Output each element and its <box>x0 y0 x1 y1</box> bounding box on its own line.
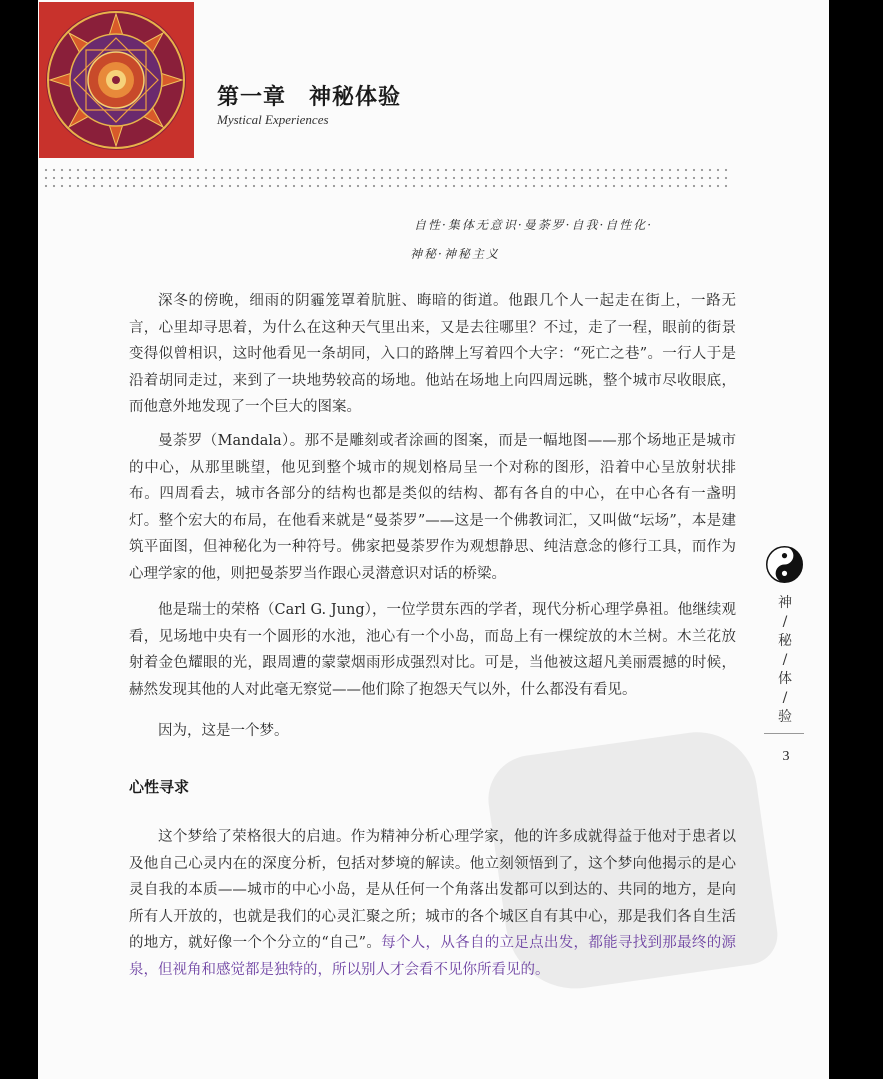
page-number: 3 <box>782 749 790 764</box>
chapter-title: 第一章 神秘体验 <box>217 85 402 110</box>
sidebar-divider <box>764 733 804 734</box>
paragraph-2: 曼荼罗（Mandala）。那不是雕刻或者涂画的图案，而是一幅地图——那个场地正是城市的中心，从那里眺望，他见到整个城市的规划格局呈一个对称的图形，沿着中心呈放射状排布。四周看去，城市各部分的结构也都是类似的结构、都有各自的中心，在中心各有一盏明灯。整个宏大的布局，在他看来就是“曼荼罗”——这是一个佛教词汇，又叫做“坛场”，本是建筑平面图，但神秘化为一种符号。佛家把曼荼罗作为观想静思、纯洁意念的修行工具，而作为心理学家的他，则把曼荼罗当作跟心灵潜意识对话的桥梁。 <box>129 433 736 582</box>
paragraph-5-main: 这个梦给了荣格很大的启迪。作为精神分析心理学家，他的许多成就得益于他对于患者以及他自己心灵内在的深度分析，包括对梦境的解读。他立刻领悟到了，这个梦向他揭示的是心灵自我的本质——城市的中心小岛，是从任何一个角落出发都可以到达的、共同的地方，是向所有人开放的，也就是我们的心灵汇聚之所；城市的各个城区自有其中心，那是我们各自生活的地方，就好像一个个分立的“自己”。 <box>129 829 736 951</box>
paragraph-1: 深冬的傍晚，细雨的阴霾笼罩着肮脏、晦暗的街道。他跟几个人一起走在街上，一路无言，心里却寻思着，为什么在这种天气里出来，又是去往哪里？不过，走了一程，眼前的街景变得似曾相识，这时他看见一条胡同，入口的路牌上写着四个大字：“死亡之巷”。一行人于是沿着胡同走过，来到了一块地势较高的场地。他站在场地上向四周远眺，整个城市尽收眼底，而他意外地发现了一个巨大的图案。 <box>129 293 736 415</box>
yin-yang-icon <box>766 546 803 583</box>
paragraph-4: 因为，这是一个梦。 <box>158 723 289 739</box>
paragraph-5 <box>129 824 736 983</box>
keywords-line-1: 自性·集体无意识·曼荼罗·自我·自性化· <box>414 218 654 232</box>
paragraph-5-tinted: 每个人，从各自的立足点出发，都能寻找到那最终的源泉，但视角和感觉都是独特的，所以别人才会看不见你所看见的。 <box>129 935 736 978</box>
chapter-subtitle: Mystical Experiences <box>217 112 329 127</box>
mandala-illustration <box>39 2 194 158</box>
dotted-divider <box>42 166 728 190</box>
book-page <box>38 0 829 1079</box>
mandala-icon <box>39 2 194 158</box>
section-heading: 心性寻求 <box>129 778 190 796</box>
keywords-line-2: 神秘·神秘主义 <box>410 247 500 261</box>
paragraph-3: 他是瑞士的荣格（Carl G. Jung），一位学贯东西的学者，现代分析心理学鼻祖。他继续观看，见场地中央有一个圆形的水池，池心有一个小岛，而岛上有一棵绽放的木兰树。木兰花放射着金色耀眼的光，跟周遭的蒙蒙烟雨形成强烈对比。可是，当他被这超凡美丽震撼的时候，赫然发现其他的人对此毫无察觉——他们除了抱怨天气以外，什么都没有看见。 <box>129 602 736 698</box>
vertical-chapter-label: 神 / 秘 / 体 / 验 <box>778 595 792 725</box>
